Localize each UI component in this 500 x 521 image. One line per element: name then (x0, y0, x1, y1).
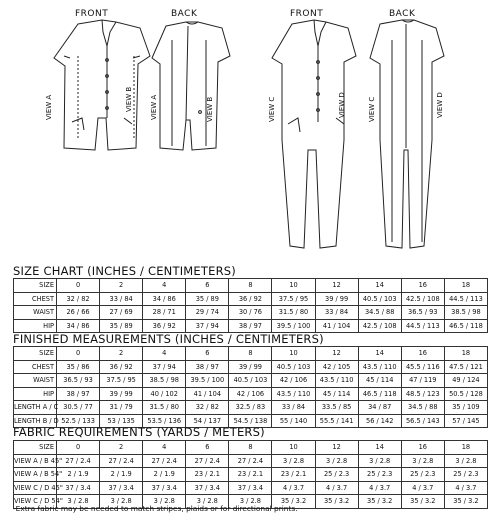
size-header-cell: SIZE (14, 347, 57, 361)
table-cell: 23 / 2.1 (186, 468, 229, 482)
view-c-label: VIEW C (268, 96, 276, 122)
table-cell: 32 / 82 (186, 401, 229, 415)
row-label-cell: WAIST (14, 374, 57, 388)
table-cell: 0 (57, 279, 100, 293)
table-cell: 18 (444, 279, 487, 293)
table-cell: 36 / 92 (143, 319, 186, 333)
table-cell: 47.5 / 121 (444, 360, 487, 374)
table-cell: 38 / 97 (186, 360, 229, 374)
table-cell: 2 (100, 279, 143, 293)
table-cell: 28 / 71 (143, 306, 186, 320)
front-label-ab: FRONT (75, 9, 109, 19)
table-cell: 3 / 2.8 (186, 495, 229, 509)
table-header-row (14, 279, 488, 293)
table-cell: 45 / 114 (358, 374, 401, 388)
table-cell: 0 (57, 441, 100, 455)
table-cell: 16 (401, 347, 444, 361)
table-cell: 10 (272, 347, 315, 361)
table-cell: 2 (100, 441, 143, 455)
table-cell: 42 / 106 (229, 387, 272, 401)
table-header-row (14, 441, 488, 455)
table-cell: 2 / 1.9 (143, 468, 186, 482)
table-row (14, 360, 488, 374)
table-cell: 54.5 / 138 (229, 414, 272, 428)
table-cell: 10 (272, 279, 315, 293)
view-d-label: VIEW D (338, 92, 346, 118)
fabric-requirements-title: FABRIC REQUIREMENTS (YARDS / METERS) (13, 425, 265, 439)
table-cell: 46.5 / 118 (358, 387, 401, 401)
romper-front-sketch (54, 20, 150, 150)
finished-measurements-table (13, 346, 488, 428)
row-label-cell: HIP (14, 319, 57, 333)
row-label-cell: HIP (14, 387, 57, 401)
table-cell: 36.5 / 93 (401, 306, 444, 320)
table-cell: 23 / 2.1 (272, 468, 315, 482)
table-cell: 6 (186, 441, 229, 455)
table-cell: 40.5 / 103 (358, 292, 401, 306)
footnote: -Extra fabric may be needed to match stripes, plaids or for directional prints. (13, 504, 298, 513)
table-cell: 27 / 2.4 (57, 454, 100, 468)
table-cell: 40.5 / 103 (229, 374, 272, 388)
view-b-back-label: VIEW B (206, 96, 214, 122)
table-cell: 37 / 3.4 (143, 481, 186, 495)
table-cell: 48.5 / 123 (401, 387, 444, 401)
table-cell: 2 / 1.9 (100, 468, 143, 482)
view-b-label: VIEW B (125, 86, 133, 112)
table-cell: 46.5 / 118 (444, 319, 487, 333)
table-cell: 30.5 / 77 (57, 401, 100, 415)
table-row (14, 454, 488, 468)
back-label-ab: BACK (171, 9, 198, 19)
table-cell: 40 / 102 (143, 387, 186, 401)
table-cell: 3 / 2.8 (143, 495, 186, 509)
row-label-cell: WAIST (14, 306, 57, 320)
table-cell: 3 / 2.8 (229, 495, 272, 509)
table-cell: 43.5 / 110 (315, 374, 358, 388)
table-cell: 29 / 74 (186, 306, 229, 320)
table-row (14, 401, 488, 415)
table-cell: 35 / 3.2 (272, 495, 315, 509)
table-cell: 38 / 97 (57, 387, 100, 401)
table-row (14, 481, 488, 495)
table-cell: 10 (272, 441, 315, 455)
table-cell: 8 (229, 279, 272, 293)
table-row (14, 306, 488, 320)
back-label-cd: BACK (389, 9, 416, 19)
row-label-cell: VIEW C / D 54" (14, 495, 57, 509)
table-cell: 55.5 / 141 (315, 414, 358, 428)
table-cell: 35 / 89 (186, 292, 229, 306)
table-cell: 32.5 / 83 (229, 401, 272, 415)
table-cell: 27 / 2.4 (186, 454, 229, 468)
size-chart-title: SIZE CHART (INCHES / CENTIMETERS) (13, 264, 236, 278)
table-cell: 37 / 3.4 (57, 481, 100, 495)
table-cell: 38.5 / 98 (444, 306, 487, 320)
table-cell: 3 / 2.8 (358, 454, 401, 468)
view-d-back-label: VIEW D (436, 92, 444, 118)
table-cell: 27 / 2.4 (229, 454, 272, 468)
table-cell: 33.5 / 85 (315, 401, 358, 415)
size-header-cell: SIZE (14, 279, 57, 293)
table-cell: 57 / 145 (444, 414, 487, 428)
table-cell: 6 (186, 347, 229, 361)
table-cell: 53.5 / 136 (143, 414, 186, 428)
table-cell: 30 / 76 (229, 306, 272, 320)
table-cell: 31.5 / 80 (143, 401, 186, 415)
row-label-cell: VIEW A / B 45" (14, 454, 57, 468)
view-a-label: VIEW A (45, 94, 53, 120)
table-cell: 39 / 99 (315, 292, 358, 306)
table-cell: 4 (143, 347, 186, 361)
table-cell: 3 / 2.8 (272, 454, 315, 468)
table-cell: 12 (315, 441, 358, 455)
table-cell: 12 (315, 279, 358, 293)
table-cell: 37.5 / 95 (100, 374, 143, 388)
table-cell: 52.5 / 133 (57, 414, 100, 428)
row-label-cell: VIEW A / B 54" (14, 468, 57, 482)
table-cell: 6 (186, 279, 229, 293)
table-cell: 32 / 82 (57, 292, 100, 306)
table-cell: 38 / 97 (229, 319, 272, 333)
table-cell: 4 / 3.7 (401, 481, 444, 495)
table-cell: 18 (444, 347, 487, 361)
table-cell: 26 / 66 (57, 306, 100, 320)
table-cell: 12 (315, 347, 358, 361)
table-cell: 27 / 2.4 (143, 454, 186, 468)
table-cell: 4 / 3.7 (315, 481, 358, 495)
table-cell: 41 / 104 (315, 319, 358, 333)
table-cell: 4 (143, 441, 186, 455)
table-cell: 14 (358, 279, 401, 293)
table-cell: 33 / 84 (100, 292, 143, 306)
table-cell: 35 / 3.2 (358, 495, 401, 509)
front-label-cd: FRONT (290, 9, 324, 19)
table-cell: 42 / 106 (272, 374, 315, 388)
table-cell: 4 / 3.7 (272, 481, 315, 495)
table-cell: 27 / 2.4 (100, 454, 143, 468)
table-cell: 39 / 99 (100, 387, 143, 401)
table-cell: 42.5 / 108 (401, 292, 444, 306)
table-cell: 27 / 69 (100, 306, 143, 320)
table-cell: 14 (358, 441, 401, 455)
table-cell: 37 / 94 (186, 319, 229, 333)
table-cell: 3 / 2.8 (315, 454, 358, 468)
table-row (14, 468, 488, 482)
table-cell: 34 / 86 (57, 319, 100, 333)
table-cell: 4 / 3.7 (358, 481, 401, 495)
table-cell: 47 / 119 (401, 374, 444, 388)
table-cell: 31.5 / 80 (272, 306, 315, 320)
table-cell: 37 / 3.4 (229, 481, 272, 495)
row-label-cell: VIEW C / D 45" (14, 481, 57, 495)
table-cell: 49 / 124 (444, 374, 487, 388)
table-cell: 25 / 2.3 (401, 468, 444, 482)
table-cell: 3 / 2.8 (57, 495, 100, 509)
table-cell: 16 (401, 279, 444, 293)
table-cell: 2 / 1.9 (57, 468, 100, 482)
table-cell: 8 (229, 441, 272, 455)
table-cell: 0 (57, 347, 100, 361)
table-cell: 56 / 142 (358, 414, 401, 428)
view-a-back-label: VIEW A (150, 94, 158, 120)
table-cell: 3 / 2.8 (100, 495, 143, 509)
table-cell: 23 / 2.1 (229, 468, 272, 482)
table-cell: 45.5 / 116 (401, 360, 444, 374)
table-cell: 37 / 94 (143, 360, 186, 374)
row-label-cell: LENGTH A / C (14, 401, 57, 415)
table-cell: 35 / 109 (444, 401, 487, 415)
table-cell: 43.5 / 110 (358, 360, 401, 374)
size-header-cell: SIZE (14, 441, 57, 455)
finished-measurements-title: FINISHED MEASUREMENTS (INCHES / CENTIMETERS) (13, 332, 324, 346)
table-cell: 3 / 2.8 (444, 454, 487, 468)
table-cell: 44.5 / 113 (401, 319, 444, 333)
size-chart-table (13, 278, 488, 333)
table-row (14, 387, 488, 401)
table-cell: 25 / 2.3 (358, 468, 401, 482)
table-cell: 35 / 3.2 (315, 495, 358, 509)
row-label-cell: LENGTH B / D (14, 414, 57, 428)
table-cell: 37 / 3.4 (186, 481, 229, 495)
table-cell: 18 (444, 441, 487, 455)
table-cell: 35 / 86 (57, 360, 100, 374)
table-row (14, 374, 488, 388)
table-cell: 36 / 92 (100, 360, 143, 374)
table-cell: 53 / 135 (100, 414, 143, 428)
table-cell: 50.5 / 128 (444, 387, 487, 401)
table-cell: 8 (229, 347, 272, 361)
table-cell: 33 / 84 (272, 401, 315, 415)
table-cell: 56.5 / 143 (401, 414, 444, 428)
table-cell: 34.5 / 88 (358, 306, 401, 320)
table-cell: 25 / 2.3 (444, 468, 487, 482)
table-cell: 41 / 104 (186, 387, 229, 401)
jumpsuit-back-sketch (370, 20, 444, 248)
table-cell: 2 (100, 347, 143, 361)
romper-back-sketch (152, 22, 230, 150)
view-c-back-label: VIEW C (368, 96, 376, 122)
table-cell: 14 (358, 347, 401, 361)
table-cell: 34 / 86 (143, 292, 186, 306)
table-cell: 3 / 2.8 (401, 454, 444, 468)
table-cell: 34.5 / 88 (401, 401, 444, 415)
table-cell: 39.5 / 100 (272, 319, 315, 333)
table-cell: 34 / 87 (358, 401, 401, 415)
table-cell: 16 (401, 441, 444, 455)
table-cell: 37.5 / 95 (272, 292, 315, 306)
table-cell: 54 / 137 (186, 414, 229, 428)
table-cell: 42.5 / 108 (358, 319, 401, 333)
table-cell: 42 / 105 (315, 360, 358, 374)
table-cell: 38.5 / 98 (143, 374, 186, 388)
table-cell: 36.5 / 93 (57, 374, 100, 388)
table-row (14, 292, 488, 306)
table-cell: 36 / 92 (229, 292, 272, 306)
table-cell: 45 / 114 (315, 387, 358, 401)
table-cell: 44.5 / 113 (444, 292, 487, 306)
table-cell: 55 / 140 (272, 414, 315, 428)
row-label-cell: CHEST (14, 292, 57, 306)
table-cell: 35 / 89 (100, 319, 143, 333)
table-cell: 33 / 84 (315, 306, 358, 320)
row-label-cell: CHEST (14, 360, 57, 374)
table-cell: 35 / 3.2 (444, 495, 487, 509)
table-cell: 25 / 2.3 (315, 468, 358, 482)
fabric-requirements-table (13, 440, 488, 509)
table-cell: 35 / 3.2 (401, 495, 444, 509)
table-cell: 43.5 / 110 (272, 387, 315, 401)
table-cell: 39.5 / 100 (186, 374, 229, 388)
table-cell: 4 / 3.7 (444, 481, 487, 495)
table-cell: 31 / 79 (100, 401, 143, 415)
table-cell: 40.5 / 103 (272, 360, 315, 374)
jumpsuit-front-sketch (272, 20, 356, 248)
table-cell: 39 / 99 (229, 360, 272, 374)
table-cell: 37 / 3.4 (100, 481, 143, 495)
table-header-row (14, 347, 488, 361)
table-row (14, 319, 488, 333)
table-cell: 4 (143, 279, 186, 293)
